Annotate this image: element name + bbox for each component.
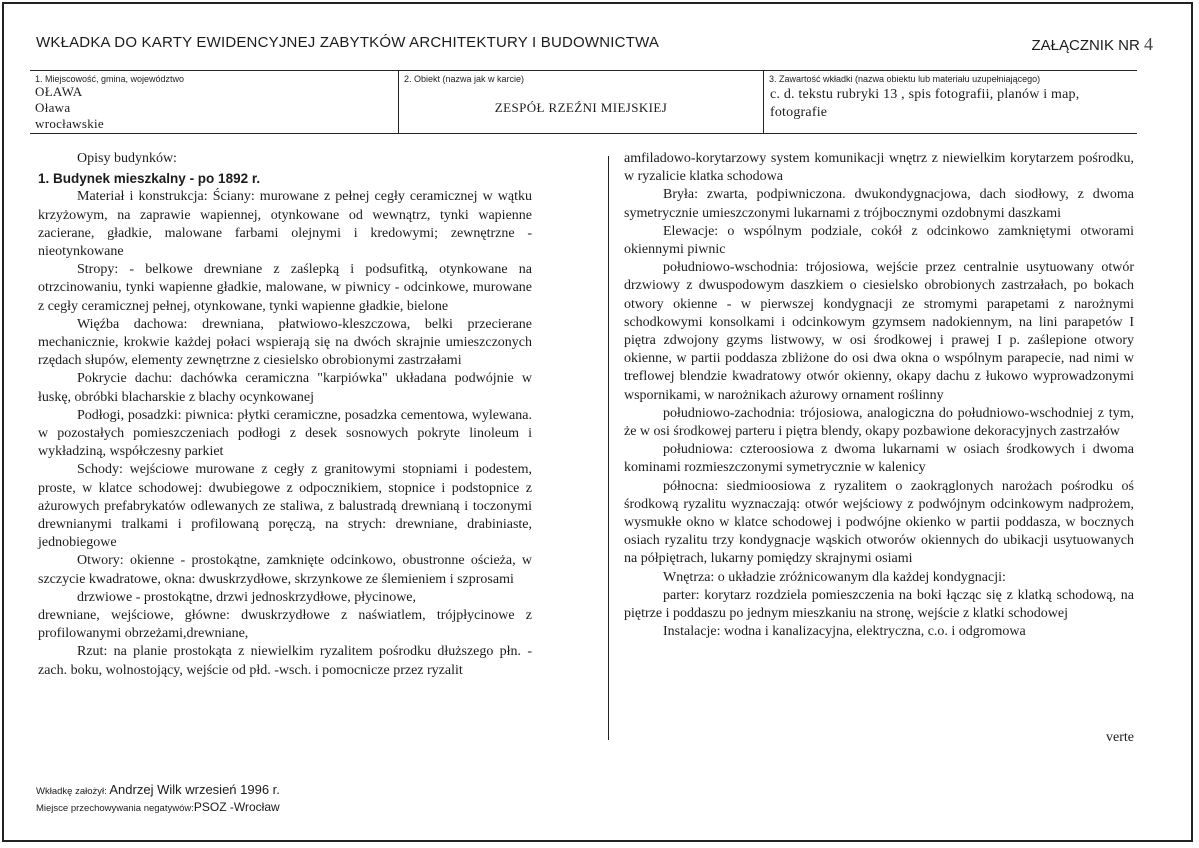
location-label: 1. Miejscowość, gmina, województwo	[35, 74, 185, 84]
text-paragraph: drzwiowe - prostokątne, drzwi jednoskrzydłowe, płycinowe,	[77, 589, 417, 605]
contents-field	[763, 71, 1137, 133]
attachment-number-value: 4	[1144, 34, 1153, 54]
text-paragraph: Pokrycie dachu: dachówka ceramiczna "karpiówka" układana podwójnie w łuskę, obróbki blacharskie z blachy ocynkowanej	[38, 371, 532, 405]
column-divider	[608, 156, 609, 740]
contents-line: fotografie	[770, 105, 828, 120]
verte-note: verte	[1106, 730, 1134, 745]
header-fields	[30, 70, 1137, 134]
author-value: Andrzej Wilk wrzesień 1996 r.	[109, 782, 280, 797]
location-line: wrocławskie	[35, 116, 104, 131]
text-paragraph: drewniane, wejściowe, główne: dwuskrzydłowe z naświatlem, trójpłycinowe z profilowanymi obrzeżami,drewniane,	[38, 608, 532, 642]
attachment-label: ZAŁĄCZNIK NR	[1031, 37, 1140, 54]
text-paragraph: południowo-wschodnia: trójosiowa, wejście przez centralnie usytuowany otwór drzwiowy z dwuspodowym daszkiem o ciesielsko obrobionych zastrzałach, po bokach otwory okienne - w pierwszej kondygnacji ze stromymi parapetami z narożnymi schodkowymi konsolkami i odcinkowym gzymsem nadokiennym, na lini parapetów I piętra zdwojony gzyms listwowy, w osi środkowej i prawej I p. zaślepione otwory okienne, w partii poddasza zbliżone do osi dwa okna o wspólnym parapecie, nad nimi w treflowej blendzie kwadratowy otwór okienny, okapy dachu z łukowo wyprowadzonymi wspornikami, w narożnikach ażurowy ornament roślinny	[624, 260, 1134, 403]
object-value: ZESPÓŁ RZEŹNI MIEJSKIEJ	[494, 100, 668, 115]
storage-label: Miejsce przechowywania negatywów:	[36, 803, 194, 814]
text-paragraph: południowa: czteroosiowa z dwoma lukarnami w osiach środkowych i dwoma kominami rozmieszczonymi symetrycznie w kalenicy	[624, 442, 1134, 476]
text-paragraph: Wnętrza: o układzie zróżnicowanym dla każdej kondygnacji:	[663, 569, 1006, 585]
text-paragraph: Stropy: - belkowe drewniane z zaślepką i podsufitką, otynkowane na otrzcinowaniu, tynki wapienne gładkie, malowane, w piwnicy - odcinkowe, murowane z cegły ceramicznej pełnej, otynkowane, tynki wapienne gładkie, bielone	[38, 262, 532, 314]
location-line: Oława	[35, 100, 71, 115]
location-field	[30, 71, 398, 133]
text-paragraph: Rzut: na planie prostokąta z niewielkim ryzalitem pośrodku dłuższego płn. - zach. boku, wolnostojący, wejście od płd. -wsch. i pomocnicze przez ryzalit	[38, 644, 532, 678]
contents-label: 3. Zawartość wkładki (nazwa obiektu lub materiału uzupełniającego)	[769, 74, 1041, 84]
object-label: 2. Obiekt (nazwa jak w karcie)	[404, 74, 525, 84]
text-paragraph: północna: siedmioosiowa z ryzalitem o zaokrąglonych narożach pośrodku oś środkową ryzalitu wyznaczają: otwór wejściowy z podwójnym odcinkowym nadprożem, wysmukłe okno w klatce schodowej i podwójne okienko w partii poddasza, w bocznych osiach ryzalitu trzy kondygnacje wąskich otworów okiennych do ubikacji usytuowanych na półpiętrach, lukarny pomiędzy skrajnymi osiami	[624, 478, 1134, 567]
section-heading: 1. Budynek mieszkalny - po 1892 r.	[38, 171, 261, 187]
contents-value	[770, 86, 1079, 122]
form-title: WKŁADKA DO KARTY EWIDENCYJNEJ ZABYTKÓW ARCHITEKTURY I BUDOWNICTWA	[36, 34, 660, 51]
right-text-column	[624, 150, 1134, 641]
location-value	[35, 84, 104, 132]
text-paragraph: parter: korytarz rozdziela pomieszczenia na boki łącząc się z klatką schodową, na piętrze i poddaszu po jednym mieszkaniu na stronę, wejście z klatki schodowej	[624, 587, 1134, 622]
object-field	[398, 71, 763, 133]
author-label: Wkładkę założył:	[36, 786, 107, 797]
text-paragraph: Schody: wejściowe murowane z cegły z granitowymi stopniami i podestem, proste, w klatce schodowej: dwubiegowe z odpocznikiem, stopnice i podstopnice z ażurowych prefabrykatów odlewanych ze staliwa, z balustradą drewnianą i toczonymi drewnianymi tralkami i profilowaną poręczą, na strych: drewniane, drabiniaste, jednobiegowe	[38, 462, 532, 551]
text-paragraph: południowo-zachodnia: trójosiowa, analogiczna do południowo-wschodniej z tym, że w osi środkowej parteru i piętra blendy, okapy pozbawione dekoracyjnych zastrzałów	[624, 405, 1134, 440]
text-paragraph: Więźba dachowa: drewniana, płatwiowo-kleszczowa, belki przecierane mechanicznie, krokwie każdej połaci wspierają się na dwóch skrajnie umieszczonych rzędach słupów, elementy zewnętrzne z ciesielsko obrobionymi zastrzałami	[38, 316, 532, 369]
left-text-column	[38, 150, 532, 680]
text-paragraph: amfiladowo-korytarzowy system komunikacji wnętrz z niewielkim korytarzem pośrodku, w ryzalicie klatka schodowa	[624, 151, 1134, 185]
contents-line: c. d. tekstu rubryki 13 , spis fotografii, planów i map,	[770, 87, 1080, 102]
text-paragraph: Materiał i konstrukcja: Ściany: murowane z pełnej cegły ceramicznej w wątku krzyżowym, na zaprawie wapiennej, otynkowane od wewnątrz, tynki wapienne zacierane, gładkie, malowane farbami olejnymi i kredowymi; zewnętrzne - nieotynkowane	[38, 189, 532, 260]
text-paragraph: Elewacje: o wspólnym podziale, cokół z odcinkowo zamkniętymi otworami okiennymi piwnic	[624, 223, 1134, 258]
text-paragraph: Podłogi, posadzki: piwnica: płytki ceramiczne, posadzka cementowa, wylewana. w pozostałych pomieszczeniach podłogi z desek sosnowych pokryte linoleum i wykładziną, współczesny parkiet	[38, 407, 532, 460]
text-paragraph: Bryła: zwarta, podpiwniczona. dwukondygnacjowa, dach siodłowy, z dwoma symetrycznie umieszczonymi lukarnami z trójbocznymi ozdobnymi daszkami	[624, 187, 1134, 221]
text-paragraph: Opisy budynków:	[77, 151, 177, 166]
text-paragraph: Instalacje: wodna i kanalizacyjna, elektryczna, c.o. i odgromowa	[663, 624, 1026, 640]
author-line	[36, 782, 280, 797]
text-paragraph: Otwory: okienne - prostokątne, zamknięte odcinkowo, obustronne ościeża, w szczycie kwadratowe, okna: dwuskrzydłowe, skrzynkowe ze ślemieniem i szprosami	[38, 553, 532, 587]
storage-value: PSOZ -Wrocław	[193, 800, 280, 814]
storage-line	[36, 800, 280, 814]
location-line: OŁAWA	[35, 84, 83, 99]
attachment-number	[1031, 34, 1153, 55]
